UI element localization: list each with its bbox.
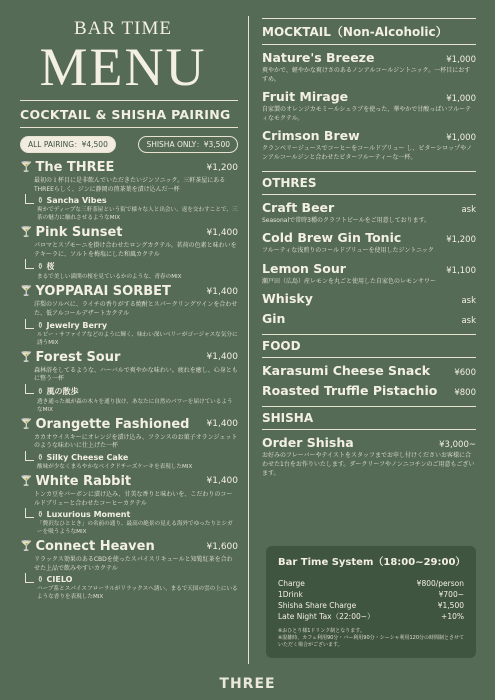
cocktail-glass-icon: 🍸 [20,541,33,553]
mocktail-desc: 自家製のオレンジカモミールシュラブを使った、華やかで甘酸っぱいフルーティなモクテル。 [262,106,472,122]
food-name: Karasumi Cheese Snack [262,363,431,379]
shisha-desc: お好みのフレーバーやテイストをスタッフまでお申し付けくださいお客様に合わせた1台をお作りいたします。ダークリーフやノンニコチンのご用意もございます。 [262,452,475,477]
left-column [20,18,238,604]
divider [262,429,476,430]
pairing-name [37,196,238,205]
cocktail-desc: トンカ豆をバーボンに漬け込み、甘美な香りと味わいを、こだわりのコールドブリューと合わせたコーヒーカクテル [34,490,233,507]
food-section-title: FOOD [262,339,301,354]
pairing-desc: ルビー・サファイアなどのように輝く、味わい深いベリーがゴージャスな気分に誘うMIX [37,331,238,346]
mocktail-section-title: MOCKTAIL（Non-Alcoholic） [262,25,448,39]
others-item [262,311,476,326]
cocktail-item [20,539,238,601]
cocktail-price: ¥1,400 [206,352,238,363]
cocktail-glass-icon: 🍸 [20,418,33,430]
cocktail-name: Orangette Fashioned [35,416,190,432]
cocktail-item-header [20,539,238,554]
shisha-item [262,435,476,478]
system-row-label: Charge [278,579,305,588]
others-name: Lemon Sour [262,260,346,276]
cocktail-glass-icon: 🍸 [20,227,33,239]
three-logo: THREE [219,676,276,692]
pairing-desc: まるで美しい満開の桜を見ているかのような、青春のMIX [37,274,182,281]
pairing [25,510,238,536]
mocktail-item-header [262,89,476,104]
bar-time-system-box [266,546,476,658]
system-row-value: ¥800/person [416,579,464,588]
shisha-only-pill: SHISHA ONLY：¥3,500 [138,136,238,153]
mocktail-desc: クランベリージュースでコーヒーをコールドブリュー し、ビターシロップやノンアルコールジンと合わせたビターフルーティーな一杯。 [262,145,473,161]
system-row-label: Late Night Tax（22:00~） [278,612,375,621]
pairing [25,321,238,347]
others-name: Cold Brew Gin Tonic [262,230,402,246]
pairing-name [37,575,238,584]
cocktail-desc: リラックス効果のあるCBDを使ったスパイスリキュールと知覧紅茶を合わせた上品で飲みやすいカクテル [34,556,233,572]
pairing-body [37,453,238,471]
cocktail-name: YOPPARAI SORBET [35,284,171,300]
others-name: Craft Beer [262,199,335,215]
others-price: ¥1,100 [446,265,476,276]
cocktail-name-wrap [20,417,190,432]
all-pairing-pill: ALL PAIRING：¥4,500 [20,136,116,153]
divider [262,44,476,45]
others-name: Gin [262,311,286,327]
pairing-connector [25,384,34,394]
system-row-value: ¥700~ [438,590,464,599]
cocktail-item [20,350,238,414]
mocktail-name: Crimson Brew [262,128,360,144]
mocktail-price: ¥1,000 [446,94,476,105]
system-row [278,611,464,622]
food-price: ¥600 [454,368,476,379]
cocktail-item [20,160,238,222]
system-note-line: ※混雑時、カフェ利用90分・バー利用90分・シーシャ利用120分の時間制とさせていただく場合がございます。 [278,635,465,648]
system-row-label: 1Drink [278,590,303,599]
pairing [25,261,238,281]
others-name: Whisky [262,291,313,307]
cocktail-name-wrap [20,225,123,240]
pairing-body [37,386,238,414]
cocktail-name-wrap [20,160,114,175]
pairing-body [37,575,238,601]
others-desc: Seasonalで常時3種のクラフトビールをご用意しております。 [262,216,431,224]
shisha-pipe-icon: ⚱ [37,575,47,585]
others-item [262,261,476,287]
pairing-body [37,261,238,281]
mocktail-desc: 爽やかで、軽やかな爽けさのあるノンアルコールジントニック。一杯目におすすめ。 [262,67,471,83]
others-item-header [262,200,476,215]
pairing-name-text: 風の散歩 [46,386,79,396]
divider [262,357,476,358]
menu-heading: MENU [39,37,207,97]
others-price: ask [461,316,476,327]
cocktail-name: Forest Sour [35,349,121,365]
mocktail-name: Fruit Mirage [262,89,349,105]
shisha-pipe-icon: ⚱ [37,262,47,272]
cocktail-section-title: COCKTAIL & SHISHA PAIRING [20,107,231,122]
others-item [262,291,476,306]
pairing-name-text: Silky Cheese Cake [46,452,129,462]
cocktail-item [20,474,238,536]
shisha-name: Order Shisha [262,435,354,451]
others-price: ask [461,296,476,307]
food-item [262,383,476,398]
pairing-desc: ハーブ系とスパイスフローラルがリラックスへ誘い、まるで天国の雲の上にいるような香りを表現したMIX [37,586,238,601]
cocktail-name-wrap [20,474,131,489]
food-name: Roasted Truffle Pistachio [262,383,438,399]
cocktail-price: ¥1,400 [206,476,238,487]
pairing-connector [25,259,34,269]
others-list [262,200,476,327]
cocktail-glass-icon: 🍸 [20,286,33,298]
pairing-connector [25,319,34,329]
others-item-header [262,311,476,326]
cocktail-desc: 洋梨のソルベに、ライチの香りがする焼酎とスパークリングワインを合わせた、低アルコールデザートカクテル [34,301,238,317]
pairing-name [37,510,238,519]
food-price: ¥800 [454,388,476,399]
others-section-title: OTHRES [262,175,317,190]
system-title: Bar Time System（18:00~29:00） [278,557,466,568]
pairing [25,386,238,414]
cocktail-price: ¥1,200 [206,162,238,173]
pairing-name-text: Luxurious Moment [46,510,131,520]
others-item-header [262,261,476,276]
pairing [25,196,238,222]
cocktail-item-header [20,474,238,489]
cocktail-desc: パロマとスプモーニを掛け合わせたロングカクテル。茗荷の色素と味わいをテキーラに、ソルトを梅塩にした和風カクテル [34,242,237,258]
pairing-connector [25,194,34,204]
cocktail-item-header [20,350,238,365]
cocktail-glass-icon: 🍸 [20,475,33,487]
cocktail-glass-icon: 🍸 [20,351,33,363]
shisha-price: ¥3,000~ [439,440,476,451]
others-price: ask [461,204,476,215]
shisha-pipe-icon: ⚱ [37,196,47,206]
food-item-header [262,363,476,378]
pairing-name [37,261,238,272]
cocktail-item-header [20,417,238,432]
cocktail-price: ¥1,600 [206,541,238,552]
cocktail-name: The THREE [35,160,115,175]
mocktail-item [262,128,476,162]
cocktail-desc: 森林浴をしてるような、ハーバルで爽やかな味わい。疲れを癒し、心身ともに整う一杯 [34,366,238,383]
cocktail-item [20,225,238,281]
cocktail-desc: カカオウイスキーにオレンジを漬け込み、フランスのお菓子オランジェットのような味わいに仕上げた一杯 [34,433,238,450]
mocktail-item-header [262,128,476,143]
pairing-desc: 酸味が少なくまろやかなベイクドチーズケーキを表現したMIX [37,463,193,470]
pairing-connector [25,451,34,461]
system-note-line: ※おひとり様1ドリンク制となります。 [278,628,365,634]
mocktail-list [262,50,476,163]
mocktail-item [262,50,476,84]
system-row-value: +10% [441,612,464,621]
pairing-name [37,386,238,397]
divider [262,194,476,195]
cocktail-name: White Rabbit [35,473,132,489]
pairing [25,453,238,471]
column-divider [248,16,249,664]
mocktail-item [262,89,476,123]
shisha-pipe-icon: ⚱ [37,386,47,396]
shisha-pipe-icon: ⚱ [37,452,47,462]
mocktail-price: ¥1,000 [446,55,476,65]
cocktail-name-wrap [20,284,171,299]
system-row [278,589,464,600]
pairing-name [37,453,238,462]
pairing-name-text: Jewelry Berry [46,320,108,330]
system-note [278,628,464,649]
mocktail-name: Nature's Breeze [262,50,375,65]
food-item [262,363,476,378]
cocktail-price: ¥1,400 [206,227,238,238]
cocktail-desc: 最初の１杯目に是非飲んでいただきたいジンソニック。三軒茶屋にあるTHREEらしく、ジンに静岡の煎茶葉を漬け込んだ一杯 [34,177,226,193]
bar-time-heading: BAR TIME [74,18,172,39]
food-item-header [262,383,476,398]
others-desc: フルーティな浅煎りのコールドブリューを使用したジントニック [262,247,434,255]
pairing-name-text: 桜 [46,262,55,272]
pairing-desc: 透き通った風が森の木々を通り抜け、あなたに自然のパワーを届けているようなMIX [37,398,233,413]
cocktail-glass-icon: 🍸 [20,162,33,173]
pairing-connector [25,508,34,518]
cocktail-name: Pink Sunset [35,225,123,241]
cocktail-item-header [20,225,238,240]
system-row [278,600,464,611]
shisha-pipe-icon: ⚱ [37,320,47,330]
others-item-header [262,230,476,245]
system-row-value: ¥1,500 [437,601,464,610]
right-column [262,18,476,478]
pairing-body [37,321,238,347]
others-item-header [262,291,476,306]
cocktail-item-header [20,160,238,175]
shisha-section-title: SHISHA [262,411,314,426]
divider [20,127,238,128]
cocktail-list [20,160,238,601]
cocktail-item [20,284,238,346]
mocktail-item-header [262,50,476,65]
food-list [262,363,476,398]
cocktail-price: ¥1,400 [206,286,238,297]
pairing-name [37,321,238,330]
cocktail-name-wrap [20,539,155,554]
pairing-body [37,196,238,222]
system-row-label: Shisha Share Charge [278,601,357,610]
others-item [262,230,476,256]
cocktail-item [20,417,238,471]
shisha-pipe-icon: ⚱ [37,510,47,520]
pairing-prices [20,136,238,153]
mocktail-price: ¥1,000 [446,133,476,144]
system-row [278,578,464,589]
pairing-desc: 「贅沢なひととき」の名前の通り、最高の絶景の見える海外でゆったりとシガーを吸うようなMIX [37,521,233,536]
cocktail-price: ¥1,400 [206,419,238,430]
pairing-desc: 爽かでディープな三軒茶屋という街で様々な人と出会い、返を交わすことで、三茶の魅力に触れさせるようなMIX [37,207,238,222]
pairing-name-text: Sancha Vibes [46,196,107,206]
cocktail-item-header [20,284,238,299]
cocktail-name: Connect Heaven [35,539,155,555]
others-price: ¥1,200 [446,235,476,246]
others-item [262,200,476,226]
pairing [25,575,238,601]
pairing-name-text: CIELO [46,575,73,585]
cocktail-name-wrap [20,350,120,365]
others-desc: 瀬戸田（広島）産レモンを丸ごと使用した自家色のレモンサワー [262,277,437,285]
pairing-connector [25,573,34,583]
pairing-body [37,510,238,536]
